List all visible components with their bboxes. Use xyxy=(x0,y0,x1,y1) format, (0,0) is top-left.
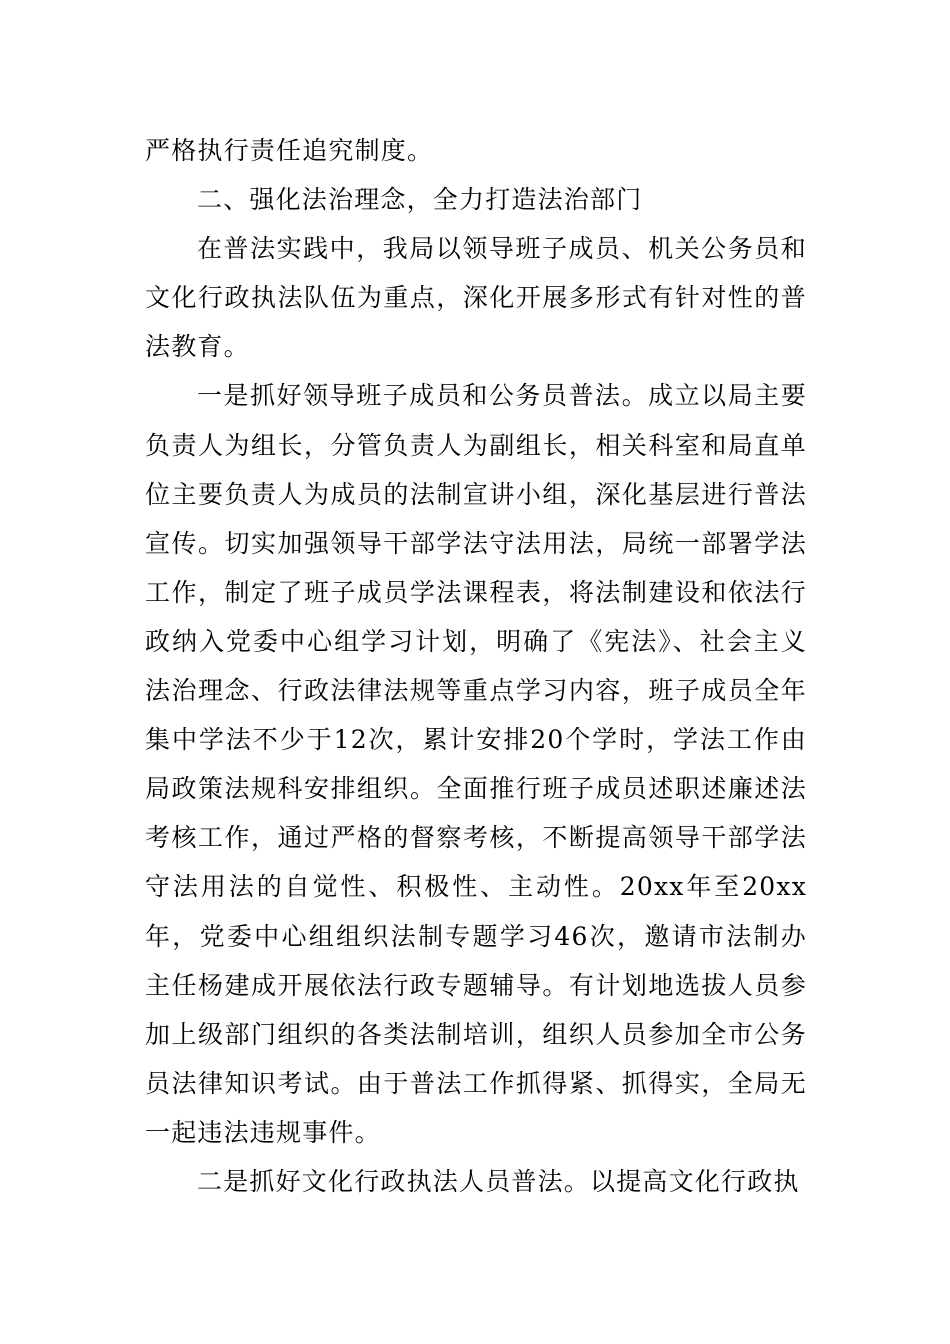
section-heading: 二、强化法治理念，全力打造法治部门 xyxy=(197,185,643,215)
paragraph-3: 一是抓好领导班子成员和公务员普法。成立以局主要负责人为组长，分管负责人为副组长，相关科室和局直单位主要负责人为成员的法制宣讲小组，深化基层进行普法宣传。切实加强领导干部学法守法用法，局统一部署学法工作，制定了班子成员学法课程表，将法制建设和依法行政纳入党委中心组学习计划，明确了《宪法》、社会主义法治理念、行政法律法规等重点学习内容，班子成员全年集中学法不少于12次，累计安排20个学时，学法工作由局政策法规科安排组织。全面推行班子成员述职述廉述法考核工作，通过严格的督察考核，不断提高领导干部学法守法用法的自觉性、积极性、主动性。20xx年至20xx年，党委中心组组织法制专题学习46次，邀请市法制办主任杨建成开展依法行政专题辅导。有计划地选拔人员参加上级部门组织的各类法制培训，组织人员参加全市公务员法律知识考试。由于普法工作抓得紧、抓得实，全局无一起违法违规事件。 xyxy=(145,381,807,1147)
paragraph-2: 在普法实践中，我局以领导班子成员、机关公务员和文化行政执法队伍为重点，深化开展多形式有针对性的普法教育。 xyxy=(145,234,807,362)
document-body xyxy=(145,126,807,1206)
paragraph-1: 严格执行责任追究制度。 xyxy=(145,136,434,165)
paragraph-4: 二是抓好文化行政执法人员普法。以提高文化行政执 xyxy=(197,1166,800,1196)
